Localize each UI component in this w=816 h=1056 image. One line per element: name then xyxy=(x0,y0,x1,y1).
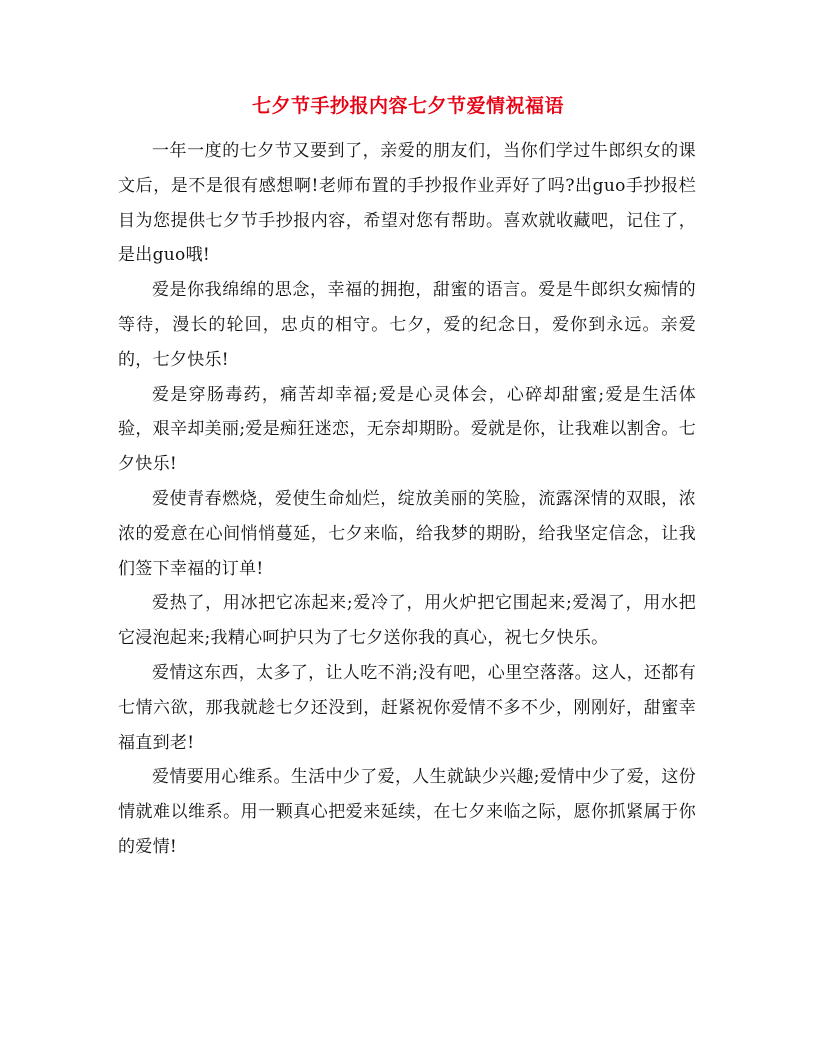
paragraph-wish-1: 爱是你我绵绵的思念，幸福的拥抱，甜蜜的语言。爱是牛郎织女痴情的等待，漫长的轮回，忠贞的相守。七夕，爱的纪念日，爱你到永远。亲爱的，七夕快乐! xyxy=(118,280,696,370)
page-title: 七夕节手抄报内容七夕节爱情祝福语 xyxy=(251,95,564,117)
paragraph-wish-6: 爱情要用心维系。生活中少了爱，人生就缺少兴趣;爱情中少了爱，这份情就难以维系。用一颗真心把爱来延续，在七夕来临之际，愿你抓紧属于你的爱情! xyxy=(118,767,696,857)
paragraph-wish-3: 爱使青春燃烧，爱使生命灿烂，绽放美丽的笑脸，流露深情的双眼，浓浓的爱意在心间悄悄蔓延，七夕来临，给我梦的期盼，给我坚定信念，让我们签下幸福的订单! xyxy=(118,488,696,579)
article-body xyxy=(118,134,696,865)
paragraph-wish-4: 爱热了，用冰把它冻起来;爱冷了，用火炉把它围起来;爱渴了，用水把它浸泡起来;我精心呵护只为了七夕送你我的真心，祝七夕快乐。 xyxy=(118,593,696,649)
paragraph-intro: 一年一度的七夕节又要到了，亲爱的朋友们，当你们学过牛郎织女的课文后，是不是很有感想啊!老师布置的手抄报作业弄好了吗?出guo手抄报栏目为您提供七夕节手抄报内容，希望对您有帮助。喜欢就收藏吧，记住了，是出guo哦! xyxy=(118,141,696,266)
paragraph-wish-2: 爱是穿肠毒药，痛苦却幸福;爱是心灵体会，心碎却甜蜜;爱是生活体验，艰辛却美丽;爱是痴狂迷恋，无奈却期盼。爱就是你，让我难以割舍。七夕快乐! xyxy=(118,384,696,475)
paragraph-wish-5: 爱情这东西，太多了，让人吃不消;没有吧，心里空落落。这人，还都有七情六欲，那我就趁七夕还没到，赶紧祝你爱情不多不少，刚刚好，甜蜜幸福直到老! xyxy=(118,662,696,753)
